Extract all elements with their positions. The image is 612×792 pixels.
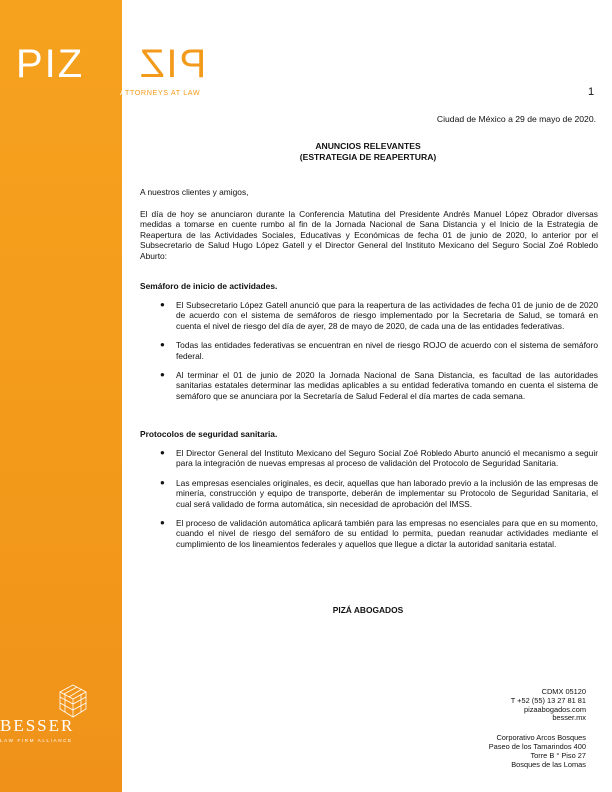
footer-street: Paseo de los Tamarindos 400 <box>488 741 586 751</box>
footer-tower: Torre B ° Piso 27 <box>530 750 586 760</box>
bullet-icon: ● <box>160 518 165 528</box>
bullet-icon: ● <box>160 300 165 309</box>
section-heading-semaforo: Semáforo de inicio de actividades. <box>140 281 278 291</box>
list-item: ● Las empresas esenciales originales, es decir, aquellas que han laborado previo a la inclusión de las empresas de minería, construcción y equipo de transporte, deberán de implementar su Protocolo de Seguridad Sanitaria, el cual será validado de forma automática, sin necesidad de aprobación del IMSS. <box>160 477 598 509</box>
bullet-icon: ● <box>160 340 165 350</box>
page-number: 1 <box>588 86 595 98</box>
signature: PIZÁ ABOGADOS <box>332 605 404 615</box>
greeting: A nuestros clientes y amigos, <box>140 187 249 197</box>
list-item: ● El Director General del Instituto Mexicano del Seguro Social Zoé Robledo Aburto anunció el mecanismo a seguir para la integración de nuevas empresas al proceso de validación del Protocolo de Seguridad Sanitaria. <box>160 448 598 469</box>
brand-sidebar <box>0 0 122 792</box>
footer-website[interactable]: besser.mx <box>552 713 586 723</box>
alliance-name: BESSER <box>0 716 75 735</box>
footer-contact <box>386 688 586 769</box>
protocolos-list <box>140 448 598 558</box>
document-title <box>140 141 596 163</box>
alliance-tagline: LAW FIRM ALLIANCE <box>0 738 73 743</box>
footer-building: Corporativo Arcos Bosques <box>496 733 586 743</box>
intro-paragraph: El día de hoy se anunciaron durante la Conferencia Matutina del Presidente Andrés Manuel López Obrador diversas medidas a tomarse en cuente rumbo al fin de la Jornada Nacional de Sana Distancia y el Inicio de la Estrategia de Reapertura de las Actividades Sociales, Educativas y Económicas de fecha 01 de junio de 2020, lo anterior por el Subsecretario de Salud Hugo López Gatell y el Director General del Instituto Mexicano del Seguro Social Zoé Robledo Aburto: <box>140 209 598 261</box>
section-heading-protocolos: Protocolos de seguridad sanitaria. <box>140 429 278 439</box>
logo-tagline: ATTORNEYS AT LAW <box>120 88 201 97</box>
bullet-icon: ● <box>160 370 165 380</box>
footer-district: Bosques de las Lomas <box>511 759 586 769</box>
footer-city-code: CDMX 05120 <box>541 687 586 696</box>
title-subline: (ESTRATEGIA DE REAPERTURA) <box>299 152 437 162</box>
list-item: ● El Subsecretario López Gatell anunció que para la reapertura de las actividades de fecha 01 de junio de de 2020 de acuerdo con el sistema de semáforos de riesgo implementado por la Secretaria de Salud, se tomará en cuenta el nivel de riesgo del día de ayer, 28 de mayo de 2020, de cada una de las entidades federativas. <box>160 300 598 331</box>
letter-date: Ciudad de México a 29 de mayo de 2020. <box>436 114 596 124</box>
semaforo-list <box>140 300 598 410</box>
title-line: ANUNCIOS RELEVANTES <box>315 141 421 151</box>
bullet-icon: ● <box>160 477 165 487</box>
list-item: ● Al terminar el 01 de junio de 2020 la Jornada Nacional de Sana Distancia, es facultad de las autoridades sanitarias estatales determinar las medidas aplicables a su entidad federativa tomando en cuenta el sistema de semáforo que se anunciara por la Secretaría de Salud Federal el día martes de cada semana. <box>160 370 598 401</box>
list-item: ● Todas las entidades federativas se encuentran en nivel de riesgo ROJO de acuerdo con el sistema de semáforo federal. <box>160 340 598 361</box>
logo-mirror-text: PIZ <box>138 42 207 86</box>
list-item: ● El proceso de validación automática aplicará también para las empresas no esenciales para que en su momento, cuando el nivel de riesgo del semáforo de su entidad lo permita, puedan reanudar actividades mediante el cumplimiento de los lineamientos federales y aquellos que llegue a dictar la autoridad sanitaria estatal. <box>160 518 598 549</box>
bullet-icon: ● <box>160 448 165 457</box>
logo-text: PIZ <box>16 42 85 86</box>
firm-logo <box>16 44 266 104</box>
footer-email[interactable]: pizaabogados.com <box>523 704 586 714</box>
footer-phone: T +52 (55) 13 27 81 81 <box>510 695 586 705</box>
cube-logo-icon <box>58 684 88 718</box>
